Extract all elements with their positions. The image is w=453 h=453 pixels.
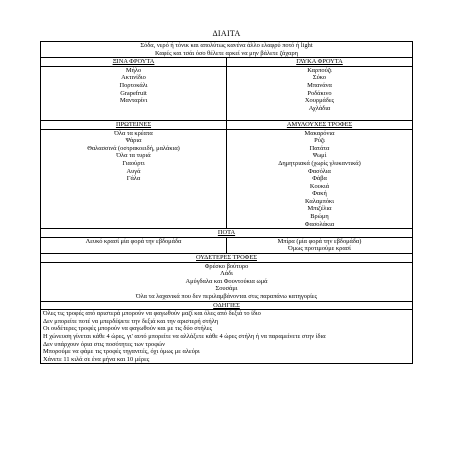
list-item: Μπανάνα <box>307 81 332 89</box>
list-item: Αυγά <box>126 167 141 175</box>
instructions-row <box>41 310 413 364</box>
list-item: Grapefruit <box>120 89 147 97</box>
list-item: Αμύγδαλα και Φουντούκια ωμά <box>185 277 268 285</box>
fruit-header-row <box>41 58 413 67</box>
intro-cell <box>41 42 413 58</box>
list-item: Μπιζέλια <box>307 205 332 213</box>
list-item: Μανταρίνι <box>119 97 148 105</box>
list-item: Σύκο <box>312 74 327 82</box>
list-item: Όλα τα κρέατα <box>114 129 153 137</box>
drinks-left <box>41 237 227 253</box>
sweet-fruits-header: ΓΛΥΚΑ ΦΡΟΥΤΑ <box>227 58 413 67</box>
instruction-line: Χάνετε 11 κιλά σε ένα μήνα και 10 μέρες <box>43 355 150 363</box>
sweet-fruits-list <box>227 66 413 120</box>
intro-line: Καφές και τσάι όσο θέλετε αρκεί να μην βάλετε ζάχαρη <box>155 49 298 57</box>
list-spacer <box>43 105 224 113</box>
fruit-list-row <box>41 66 413 120</box>
intro-row <box>41 42 413 58</box>
instruction-line: Όλες τις τροφές από αριστερά μπορούν να φαγωθούν μαζί και όλες από δεξιά το ίδιο <box>43 310 261 318</box>
list-item: Φασόλια <box>308 167 331 175</box>
instruction-line: Οι ουδέτερες τροφές μπορούν να φαγωθούν και με τις δύο στήλες <box>43 325 212 333</box>
list-item: Καλαμπόκι <box>305 197 334 205</box>
list-item: Όλα τα λαχανικά που δεν περιλαμβάνονται στις παραπάνω κατηγορίες <box>135 293 318 300</box>
list-item: Γιαούρτι <box>122 159 145 167</box>
neutral-header: ΟΥΔΕΤΕΡΕΣ ΤΡΟΦΕΣ <box>41 254 413 263</box>
list-item: Φάβα <box>312 175 327 183</box>
list-item: Πορτοκάλι <box>119 81 148 89</box>
drinks-row <box>41 237 413 253</box>
list-item: Φακή <box>312 190 327 198</box>
protein-list <box>41 129 227 229</box>
list-item: Φασολάκια <box>304 220 335 228</box>
instruction-line: Δεν υπάρχουν όρια στις ποσότητες των τροφών <box>43 340 166 348</box>
list-item: Κουκιά <box>309 182 330 190</box>
drink-item: Όμως προτιμούμε κρασί <box>288 245 351 253</box>
drinks-header: ΠΟΤΑ <box>41 229 413 238</box>
instruction-line: Η χώνευση γίνεται κάθε 4 ώρες, γι' αυτό μπορείτε να αλλάξετε κάθε 4 ώρες στήλη ή να παραμείνετε στην ίδια <box>43 332 326 340</box>
list-item: Ψάρια <box>125 137 142 145</box>
drinks-header-row <box>41 229 413 238</box>
instructions-header-row <box>41 301 413 310</box>
list-item: Φρέσκο βούτυρο <box>204 262 249 270</box>
list-spacer <box>43 112 224 120</box>
drinks-right <box>227 237 413 253</box>
list-item: Λάδι <box>220 270 233 278</box>
intro-line: Σόδα, νερό ή τόνικ και απολύτως κανένα άλλο ελαφρύ ποτό ή light <box>140 42 313 49</box>
list-item: Μήλο <box>125 66 142 74</box>
list-item: Γάλα <box>126 175 141 183</box>
starch-header: ΑΜΥΛΟΥΧΕΣ ΤΡΟΦΕΣ <box>227 120 413 129</box>
neutral-row <box>41 262 413 301</box>
sour-fruits-list <box>41 66 227 120</box>
diet-table <box>40 41 413 364</box>
instruction-line: Μπορούμε να φάμε τις τροφές τηγανιτές, όχι όμως με αλεύρι <box>43 348 200 356</box>
list-item: Ψωμί <box>312 152 327 160</box>
protein-header: ΠΡΩΤΕΙΝΕΣ <box>41 120 227 129</box>
drink-item: Λευκό κρασί μία φορά την εβδομάδα <box>85 237 182 245</box>
list-item: Ροδάκινο <box>307 89 332 97</box>
instructions-header: ΟΔΗΓΙΕΣ <box>41 301 413 310</box>
neutral-list <box>41 262 413 301</box>
neutral-header-row <box>41 254 413 263</box>
sour-fruits-header: ΞΙΝΑ ΦΡΟΥΤΑ <box>41 58 227 67</box>
instruction-line: Δεν μπορείτε ποτέ να μπερδέψετε την δεξιά και την αριστερή στήλη <box>43 317 219 325</box>
list-item: Χουρμάδες <box>304 97 335 105</box>
list-item: Όλα τα τυριά <box>116 152 151 160</box>
list-item: Βρώμη <box>310 213 329 221</box>
starch-list <box>227 129 413 229</box>
list-item: Δημητριακά (χωρίς γλυκαντικά) <box>278 159 361 167</box>
list-item: Πατάτα <box>309 144 330 152</box>
list-item: Καρπούζι <box>307 66 332 74</box>
list-item: Θαλασσινά (οστρακοειδή, μαλάκια) <box>87 144 180 152</box>
drink-item: Μπίρα (μία φορά την εβδομάδα) <box>277 237 362 245</box>
list-item: Ακτινίδιο <box>121 74 146 82</box>
document-title: ΔΙΑΙΤΑ <box>212 29 241 38</box>
list-spacer <box>229 112 410 120</box>
list-item: Σουσάμι <box>215 285 238 293</box>
instructions-list <box>41 310 413 364</box>
foods-header-row <box>41 120 413 129</box>
list-item: Μακαρόνια <box>304 129 335 137</box>
list-item: Ρύζι <box>314 137 325 145</box>
foods-list-row <box>41 129 413 229</box>
list-item: Αχλάδια <box>308 104 331 112</box>
